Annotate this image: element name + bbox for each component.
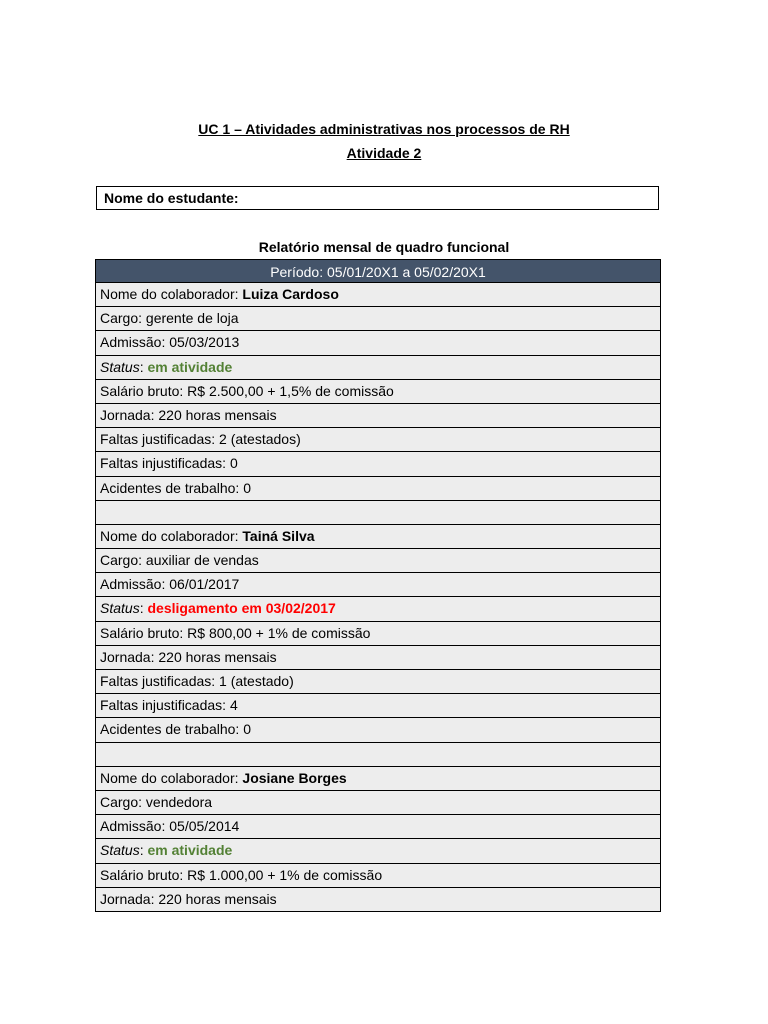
table-row: Cargo: vendedora (96, 791, 660, 815)
status-value: em atividade (147, 358, 233, 375)
name-label: Nome do colaborador: (100, 527, 243, 544)
period-header: Período: 05/01/20X1 a 05/02/20X1 (96, 259, 660, 283)
table-row (96, 767, 660, 791)
table-row: Admissão: 05/05/2014 (96, 815, 660, 839)
status-label: Status (100, 600, 140, 617)
table-row: Faltas injustificadas: 0 (96, 452, 660, 476)
status-value: desligamento em 03/02/2017 (147, 600, 336, 617)
status-sep: : (139, 600, 148, 617)
table-row: Cargo: auxiliar de vendas (96, 549, 660, 573)
report-table (95, 259, 661, 912)
table-row (96, 597, 660, 621)
table-row (96, 839, 660, 863)
table-row: Salário bruto: R$ 1.000,00 + 1% de comissão (96, 864, 660, 888)
table-row: Faltas justificadas: 2 (atestados) (96, 428, 660, 452)
table-row: Jornada: 220 horas mensais (96, 404, 660, 428)
employee-name: Tainá Silva (242, 527, 315, 544)
table-row: Salário bruto: R$ 2.500,00 + 1,5% de comissão (96, 380, 660, 404)
table-row (96, 356, 660, 380)
table-row: Faltas justificadas: 1 (atestado) (96, 670, 660, 694)
employee-name: Josiane Borges (242, 769, 347, 786)
table-row: Jornada: 220 horas mensais (96, 888, 660, 912)
status-label: Status (100, 358, 140, 375)
table-row: Acidentes de trabalho: 0 (96, 477, 660, 501)
report-title: Relatório mensal de quadro funcional (258, 239, 510, 255)
table-row: Faltas injustificadas: 4 (96, 694, 660, 718)
blank-row (96, 501, 660, 525)
table-row (96, 525, 660, 549)
student-name-label: Nome do estudante: (104, 190, 239, 206)
table-row: Jornada: 220 horas mensais (96, 646, 660, 670)
name-label: Nome do colaborador: (100, 286, 243, 302)
name-label: Nome do colaborador: (100, 769, 243, 786)
status-sep: : (139, 842, 148, 859)
status-sep: : (139, 358, 148, 375)
table-row: Admissão: 06/01/2017 (96, 573, 660, 597)
status-label: Status (100, 842, 140, 859)
student-name-field[interactable] (96, 186, 659, 210)
document-title: UC 1 – Atividades administrativas nos processos de RH (198, 121, 570, 137)
table-row: Cargo: gerente de loja (96, 307, 660, 331)
table-row: Admissão: 05/03/2013 (96, 331, 660, 355)
status-value: em atividade (147, 842, 233, 859)
employee-name: Luiza Cardoso (242, 286, 339, 302)
table-row: Salário bruto: R$ 800,00 + 1% de comissão (96, 622, 660, 646)
table-row: Acidentes de trabalho: 0 (96, 718, 660, 742)
blank-row (96, 743, 660, 767)
document-subtitle: Atividade 2 (346, 145, 422, 161)
table-row (96, 283, 660, 307)
